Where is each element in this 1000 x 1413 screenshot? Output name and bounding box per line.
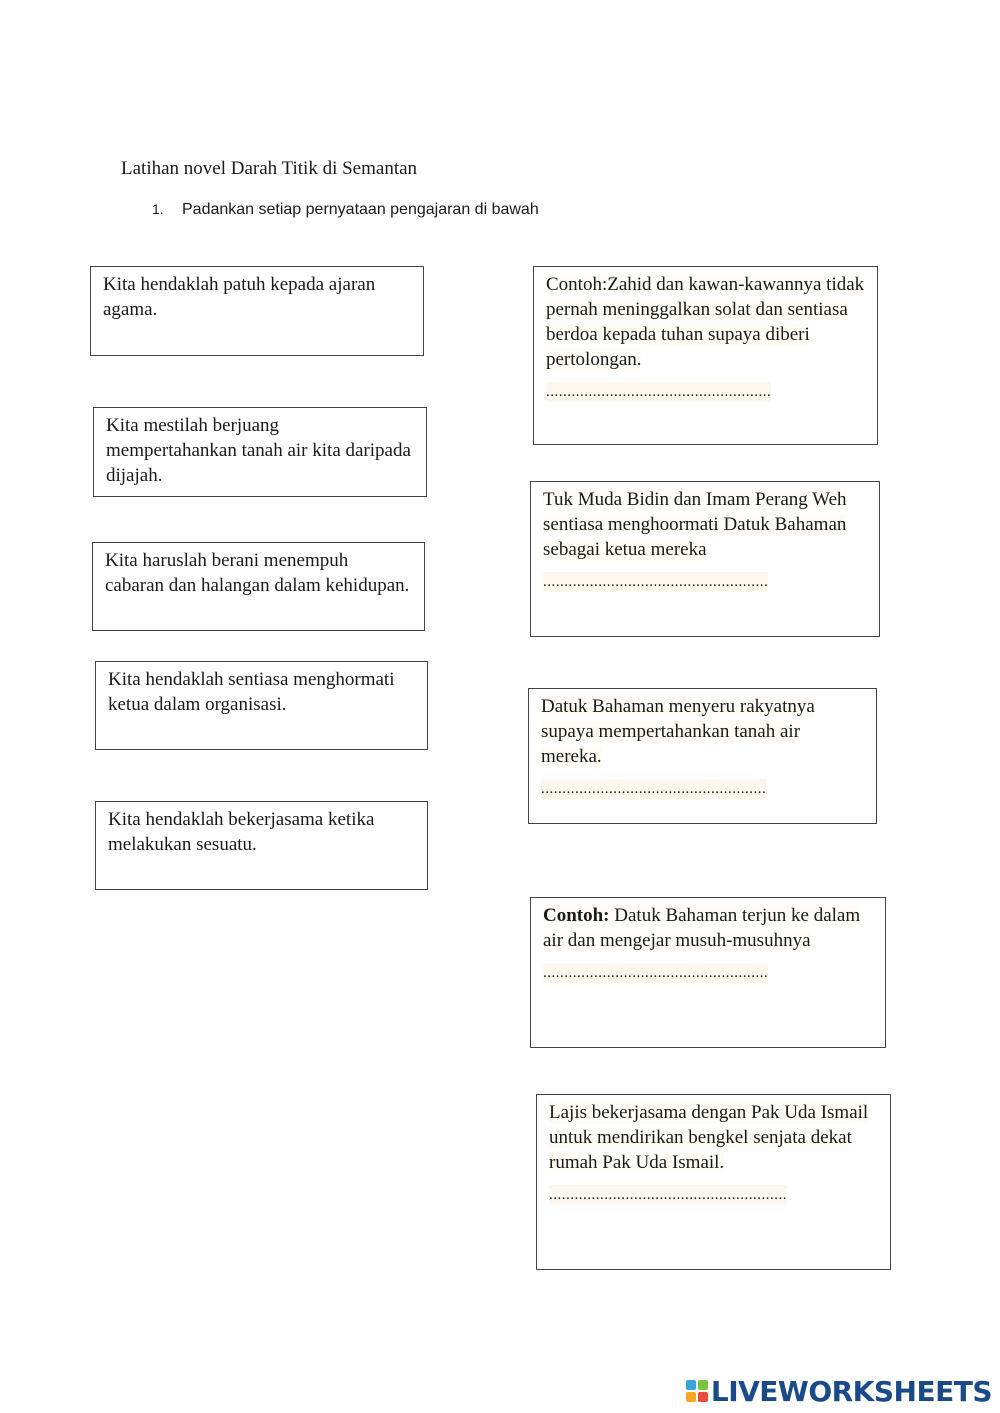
statement-box-2[interactable]: [93, 407, 427, 497]
logo-tile: [698, 1380, 708, 1390]
answer-field[interactable]: .....................................................: [541, 781, 767, 797]
answer-field[interactable]: .....................................................: [543, 574, 769, 590]
logo-tile: [686, 1392, 696, 1402]
statement-text: Kita mestilah berjuang mempertahankan tanah air kita daripada dijajah.: [106, 415, 411, 486]
example-box-4: [530, 897, 886, 1048]
instruction-text: Padankan setiap pernyataan pengajaran di bawah: [182, 201, 539, 218]
example-text: Lajis bekerjasama dengan Pak Uda Ismail untuk mendirikan bengkel senjata dekat rumah Pak Uda Ismail.: [549, 1102, 869, 1173]
instruction: [152, 201, 539, 219]
worksheet-title: Latihan novel Darah Titik di Semantan: [121, 158, 418, 179]
example-box-5: [536, 1094, 891, 1270]
logo-mark-icon: [686, 1380, 708, 1402]
statement-box-4[interactable]: [95, 661, 428, 750]
answer-field[interactable]: ........................................................: [549, 1187, 787, 1203]
example-text: Datuk Bahaman menyeru rakyatnya supaya mempertahankan tanah air mereka.: [541, 696, 815, 767]
example-text: Contoh: Datuk Bahaman terjun ke dalam air dan mengejar musuh-musuhnya: [543, 905, 861, 951]
example-box-3: [528, 688, 877, 824]
example-text: Tuk Muda Bidin dan Imam Perang Weh sentiasa menghoormati Datuk Bahaman sebagai ketua mereka: [543, 489, 847, 560]
statement-text: Kita haruslah berani menempuh cabaran dan halangan dalam kehidupan.: [105, 550, 410, 596]
example-box-2: [530, 481, 880, 637]
logo-tile: [698, 1392, 708, 1402]
logo-text: LIVEWORKSHEETS: [710, 1374, 992, 1408]
example-text: Contoh:Zahid dan kawan-kawannya tidak pernah meninggalkan solat dan sentiasa berdoa kepada tuhan supaya diberi pertolongan.: [546, 274, 865, 370]
statement-text: Kita hendaklah patuh kepada ajaran agama.: [103, 274, 376, 320]
statement-box-1[interactable]: [90, 266, 424, 356]
liveworksheets-logo: [686, 1373, 992, 1409]
statement-text: Kita hendaklah sentiasa menghormati ketua dalam organisasi.: [108, 669, 395, 715]
logo-tile: [686, 1380, 696, 1390]
answer-field[interactable]: .....................................................: [543, 965, 769, 981]
example-box-1: [533, 266, 878, 445]
statement-box-5[interactable]: [95, 801, 428, 890]
statement-box-3[interactable]: [92, 542, 425, 631]
statement-text: Kita hendaklah bekerjasama ketika melakukan sesuatu.: [108, 809, 375, 855]
answer-field[interactable]: .....................................................: [546, 384, 772, 400]
example-label: Contoh:: [543, 905, 610, 926]
instruction-number: 1.: [152, 201, 164, 217]
